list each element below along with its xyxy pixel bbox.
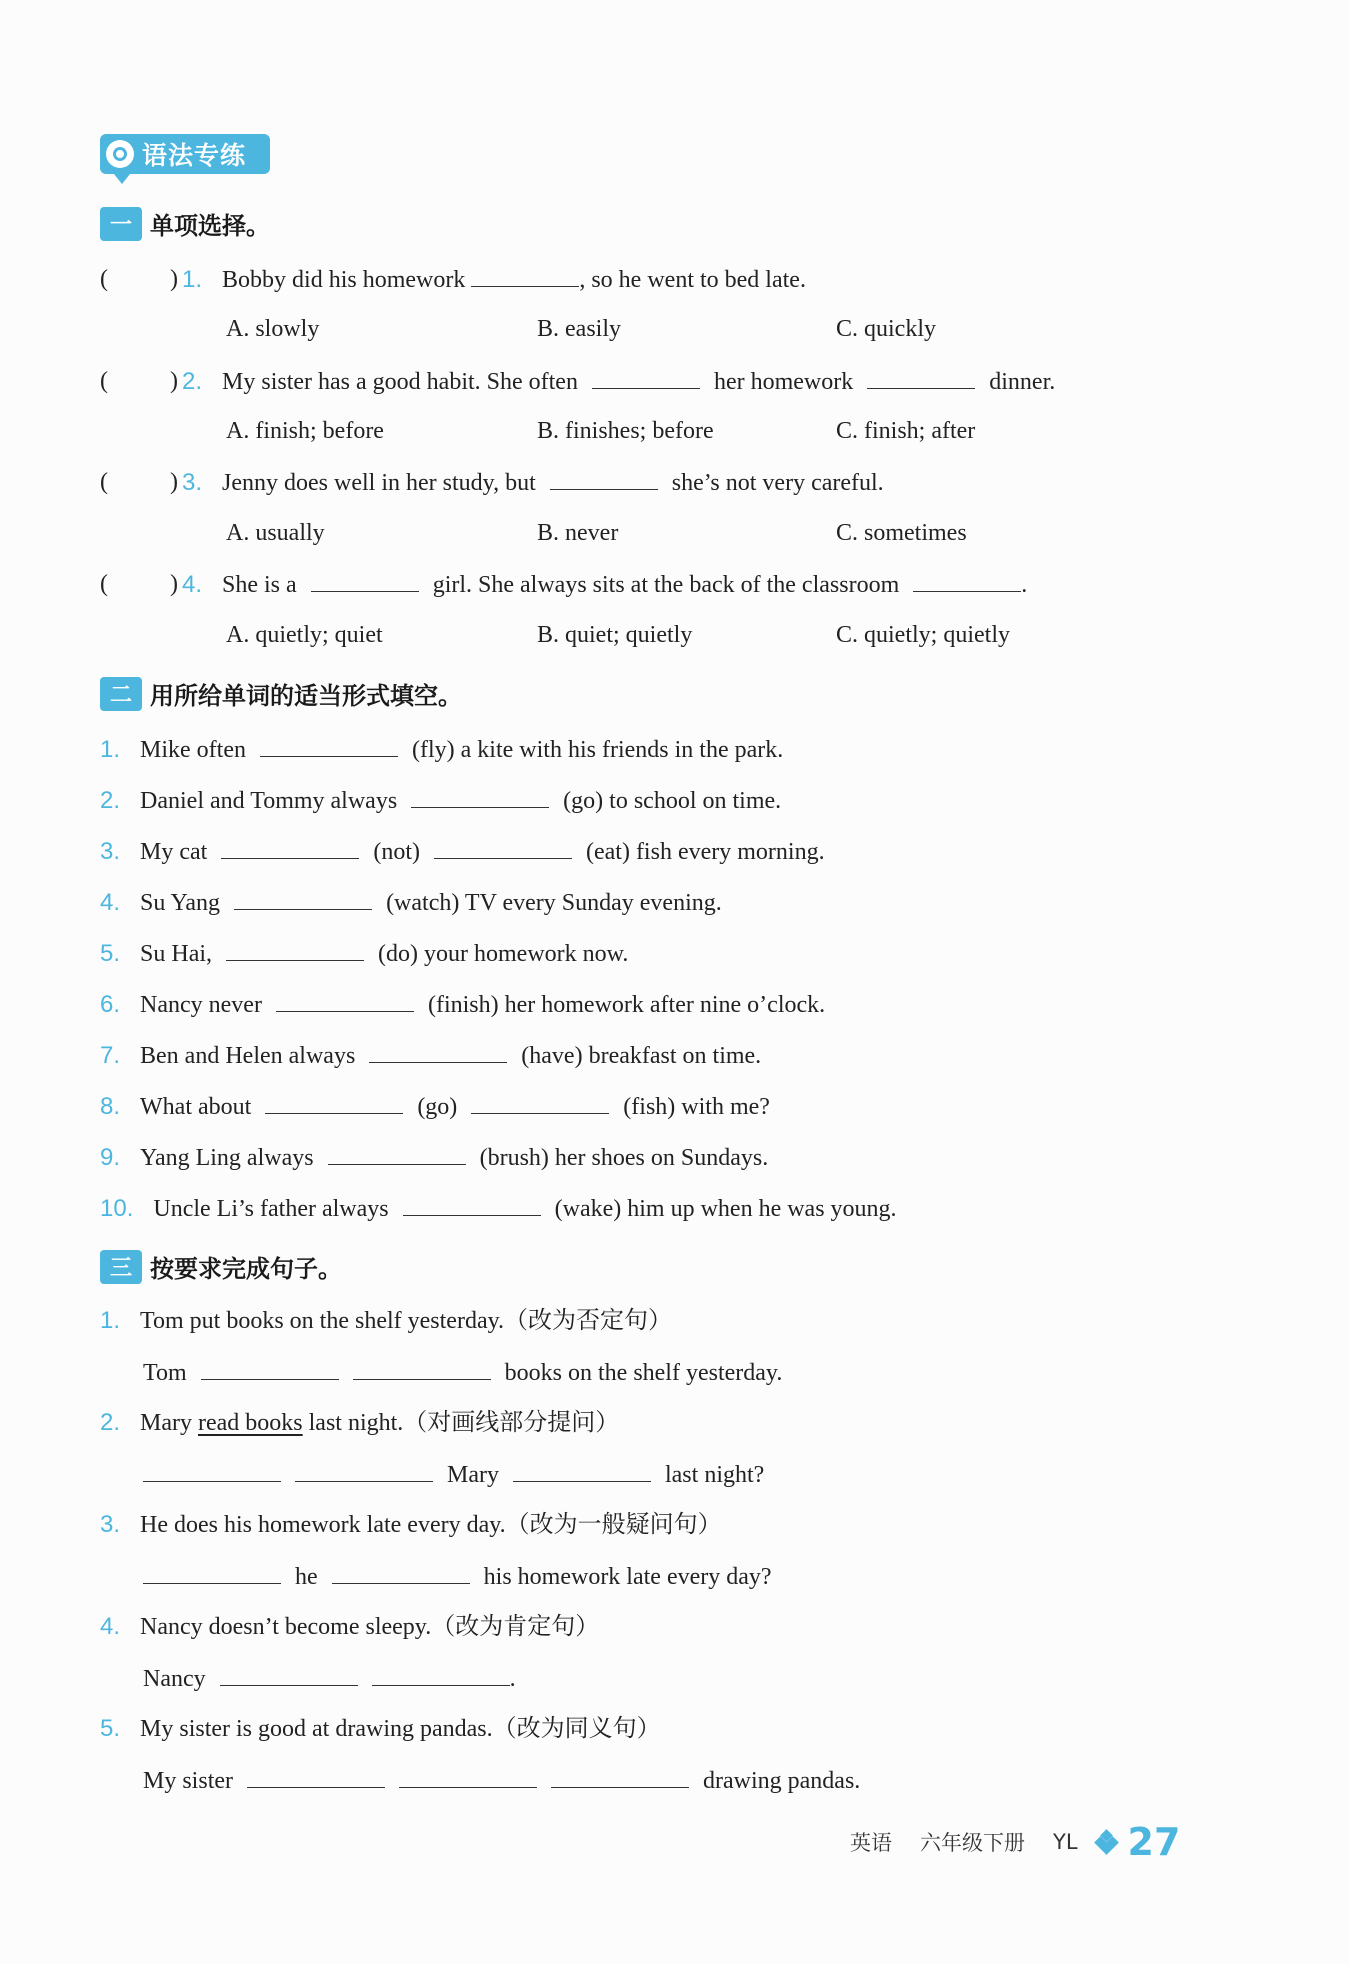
answer-blank[interactable] (260, 734, 398, 757)
answer-line-4: Nancy . (143, 1663, 516, 1694)
question-fill-6: 6. Nancy never (finish) her homework after nine o’clock. (100, 991, 826, 1018)
answer-blank[interactable] (399, 1765, 537, 1788)
answer-line-1: Tom books on the shelf yesterday. (143, 1357, 782, 1388)
section-header-3 (100, 1249, 342, 1284)
answer-blank[interactable] (328, 1142, 466, 1165)
answer-blank[interactable] (411, 785, 549, 808)
answer-paren-close: ) (170, 469, 178, 495)
question-mc-2: 2. My sister has a good habit. She often her homework dinner. (182, 368, 1056, 395)
underlined-phrase: read books (198, 1410, 303, 1436)
footer-grade: 六年级下册 (920, 1831, 1025, 1855)
option-a: A. finish; before (226, 418, 384, 444)
section-header-1 (100, 206, 270, 241)
question-transform-5: 5. My sister is good at drawing pandas.（改为同义句） (100, 1715, 661, 1742)
question-mc-4: 4. She is a girl. She always sits at the back of the classroom . (182, 571, 1028, 598)
question-fill-8: 8. What about (go) (fish) with me? (100, 1093, 770, 1120)
footer-subject: 英语 (850, 1831, 892, 1855)
question-fill-4: 4. Su Yang (watch) TV every Sunday evening. (100, 889, 722, 916)
answer-line-3: he his homework late every day? (143, 1561, 772, 1592)
page-footer (850, 1820, 1180, 1864)
answer-paren-close: ) (170, 368, 178, 394)
answer-blank[interactable] (471, 264, 579, 287)
answer-blank[interactable] (434, 836, 572, 859)
chat-bubble-icon (106, 140, 134, 168)
section-badge: 二 (100, 677, 142, 711)
question-mc-3: 3. Jenny does well in her study, but she’s not very careful. (182, 469, 884, 496)
answer-blank[interactable] (311, 569, 419, 592)
question-fill-7: 7. Ben and Helen always (have) breakfast on time. (100, 1042, 762, 1069)
section-header-2 (100, 676, 462, 711)
question-transform-1: 1. Tom put books on the shelf yesterday.（改为否定句） (100, 1307, 673, 1334)
question-transform-3: 3. He does his homework late every day.（改为一般疑问句） (100, 1511, 722, 1538)
answer-blank[interactable] (867, 366, 975, 389)
answer-blank[interactable] (226, 938, 364, 961)
question-fill-2: 2. Daniel and Tommy always (go) to school on time. (100, 787, 782, 814)
answer-blank[interactable] (372, 1663, 510, 1686)
page-number: 27 (1127, 1820, 1181, 1864)
answer-blank[interactable] (369, 1040, 507, 1063)
answer-paren-open: ( (100, 368, 108, 394)
answer-paren-close: ) (170, 571, 178, 597)
answer-line-2: Mary last night? (143, 1459, 764, 1490)
question-mc-1: 1. Bobby did his homework , so he went to bed late. (182, 266, 806, 293)
option-a: A. slowly (226, 316, 320, 342)
option-a: A. quietly; quiet (226, 622, 383, 648)
answer-blank[interactable] (201, 1357, 339, 1380)
answer-blank[interactable] (513, 1459, 651, 1482)
option-b: B. never (537, 520, 619, 546)
answer-paren-open: ( (100, 571, 108, 597)
question-fill-1: 1. Mike often (fly) a kite with his friends in the park. (100, 736, 784, 763)
section-title: 按要求完成句子。 (150, 1255, 342, 1283)
answer-blank[interactable] (471, 1091, 609, 1114)
question-fill-10: 10. Uncle Li’s father always (wake) him up when he was young. (100, 1195, 897, 1222)
answer-blank[interactable] (143, 1561, 281, 1584)
option-b: B. easily (537, 316, 621, 342)
answer-paren-open: ( (100, 469, 108, 495)
section-title: 用所给单词的适当形式填空。 (150, 682, 462, 710)
banner-title: 语法专练 (142, 141, 247, 170)
section-title: 单项选择。 (150, 212, 270, 240)
section-banner (100, 134, 270, 174)
option-c: C. quietly; quietly (836, 622, 1010, 648)
diamond-icon (1096, 1831, 1118, 1853)
answer-blank[interactable] (332, 1561, 470, 1584)
answer-paren-close: ) (170, 266, 178, 292)
answer-blank[interactable] (353, 1357, 491, 1380)
answer-blank[interactable] (276, 989, 414, 1012)
footer-edition: YL (1053, 1830, 1078, 1854)
section-badge: 三 (100, 1250, 142, 1284)
option-c: C. quickly (836, 316, 936, 342)
answer-blank[interactable] (913, 569, 1021, 592)
question-fill-5: 5. Su Hai, (do) your homework now. (100, 940, 629, 967)
answer-blank[interactable] (234, 887, 372, 910)
answer-blank[interactable] (220, 1663, 358, 1686)
answer-blank[interactable] (247, 1765, 385, 1788)
question-fill-9: 9. Yang Ling always (brush) her shoes on Sundays. (100, 1144, 769, 1171)
answer-blank[interactable] (403, 1193, 541, 1216)
option-b: B. finishes; before (537, 418, 714, 444)
question-transform-2: 2. Mary read books last night.（对画线部分提问） (100, 1409, 620, 1436)
answer-blank[interactable] (592, 366, 700, 389)
question-transform-4: 4. Nancy doesn’t become sleepy.（改为肯定句） (100, 1613, 600, 1640)
answer-blank[interactable] (143, 1459, 281, 1482)
question-fill-3: 3. My cat (not) (eat) fish every morning. (100, 838, 825, 865)
answer-blank[interactable] (295, 1459, 433, 1482)
option-b: B. quiet; quietly (537, 622, 693, 648)
answer-paren-open: ( (100, 266, 108, 292)
answer-blank[interactable] (551, 1765, 689, 1788)
option-c: C. finish; after (836, 418, 976, 444)
option-c: C. sometimes (836, 520, 967, 546)
answer-line-5: My sister drawing pandas. (143, 1765, 860, 1796)
answer-blank[interactable] (221, 836, 359, 859)
answer-blank[interactable] (550, 467, 658, 490)
section-badge: 一 (100, 207, 142, 241)
answer-blank[interactable] (265, 1091, 403, 1114)
option-a: A. usually (226, 520, 325, 546)
